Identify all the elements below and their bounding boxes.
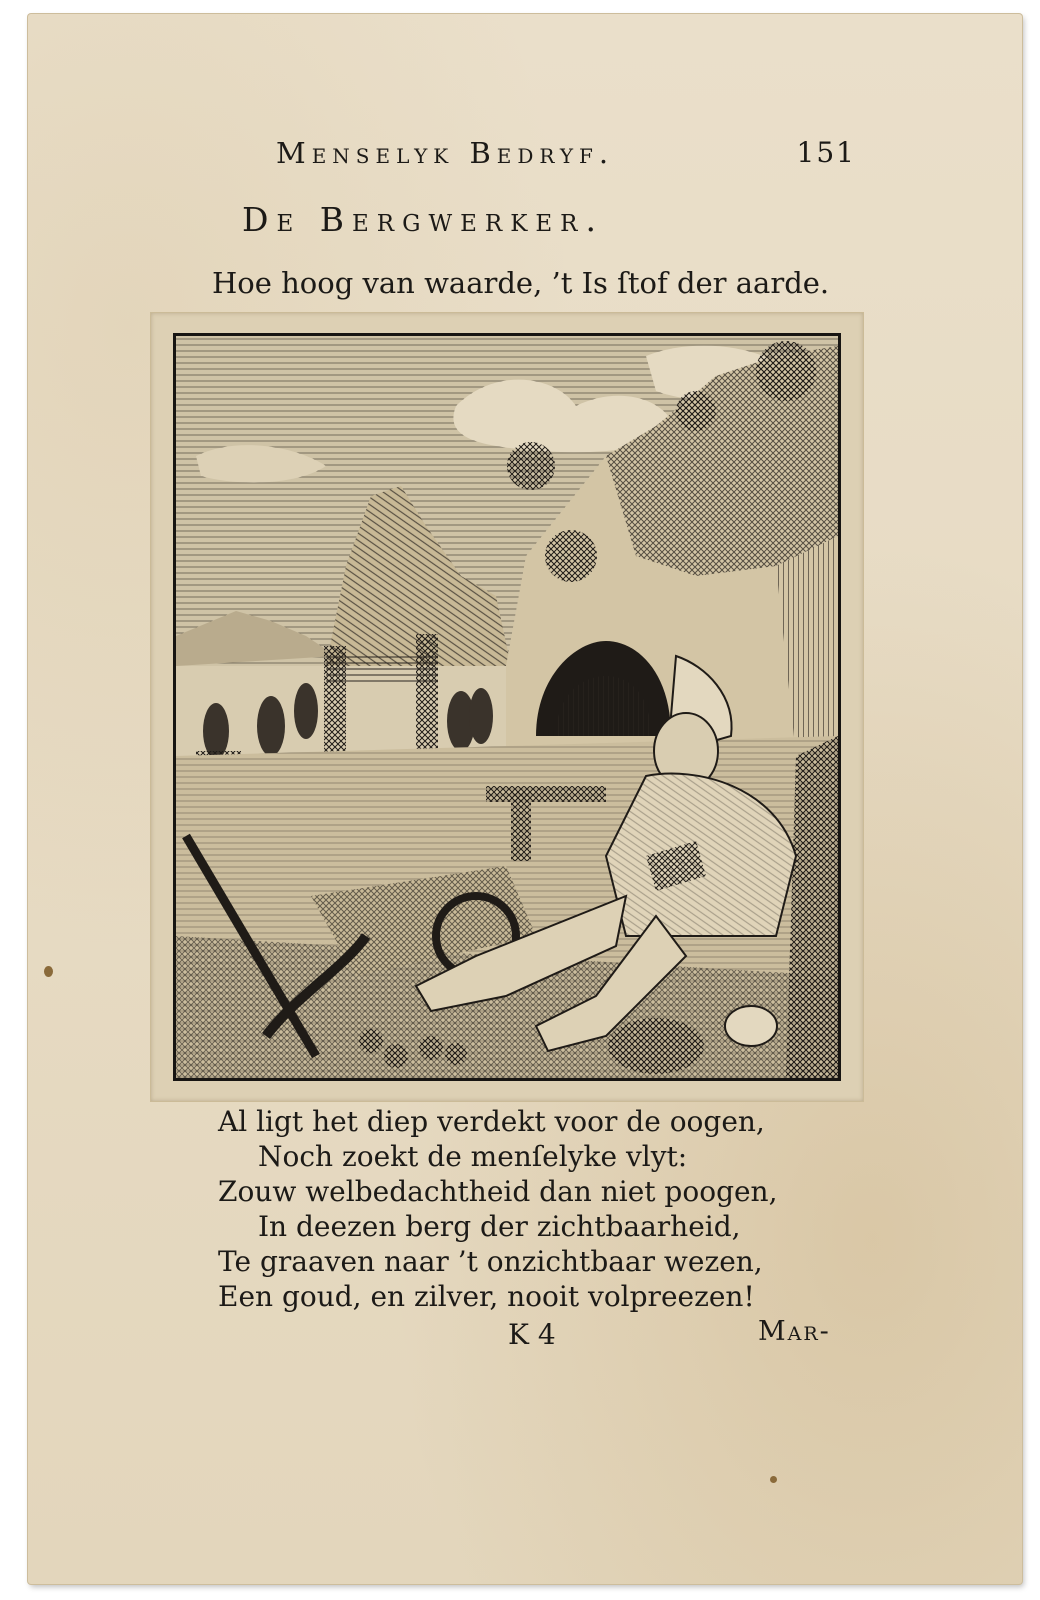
running-title: Menselyk Bedryf. <box>276 136 615 170</box>
verse-line: In deezen berg der zichtbaarheid, <box>258 1210 741 1243</box>
engraving-illustration <box>173 333 841 1081</box>
verse-block <box>218 1104 858 1314</box>
foxing-spot <box>770 1476 777 1483</box>
verse-line: Noch zoekt de menſelyke vlyt: <box>258 1140 688 1173</box>
verse-line: Een goud, en zilver, nooit volpreezen! <box>218 1280 755 1313</box>
motto: Hoe hoog van waarde, ’t Is ſtof der aarde. <box>212 266 830 300</box>
chapter-title: De Bergwerker. <box>242 200 604 239</box>
page-number: 151 <box>796 136 856 169</box>
verse-line: Al ligt het diep verdekt voor de oogen, <box>218 1105 765 1138</box>
signature-mark: K 4 <box>508 1318 556 1351</box>
engraving-svg <box>176 336 838 1078</box>
plate-mark <box>150 312 864 1102</box>
running-head <box>276 136 856 182</box>
verse-line: Zouw welbedachtheid dan niet poogen, <box>218 1175 778 1208</box>
verse-line: Te graaven naar ’t onzichtbaar wezen, <box>218 1245 763 1278</box>
book-page <box>28 14 1022 1584</box>
catchword: Mar- <box>758 1316 831 1347</box>
foxing-spot <box>44 966 53 977</box>
